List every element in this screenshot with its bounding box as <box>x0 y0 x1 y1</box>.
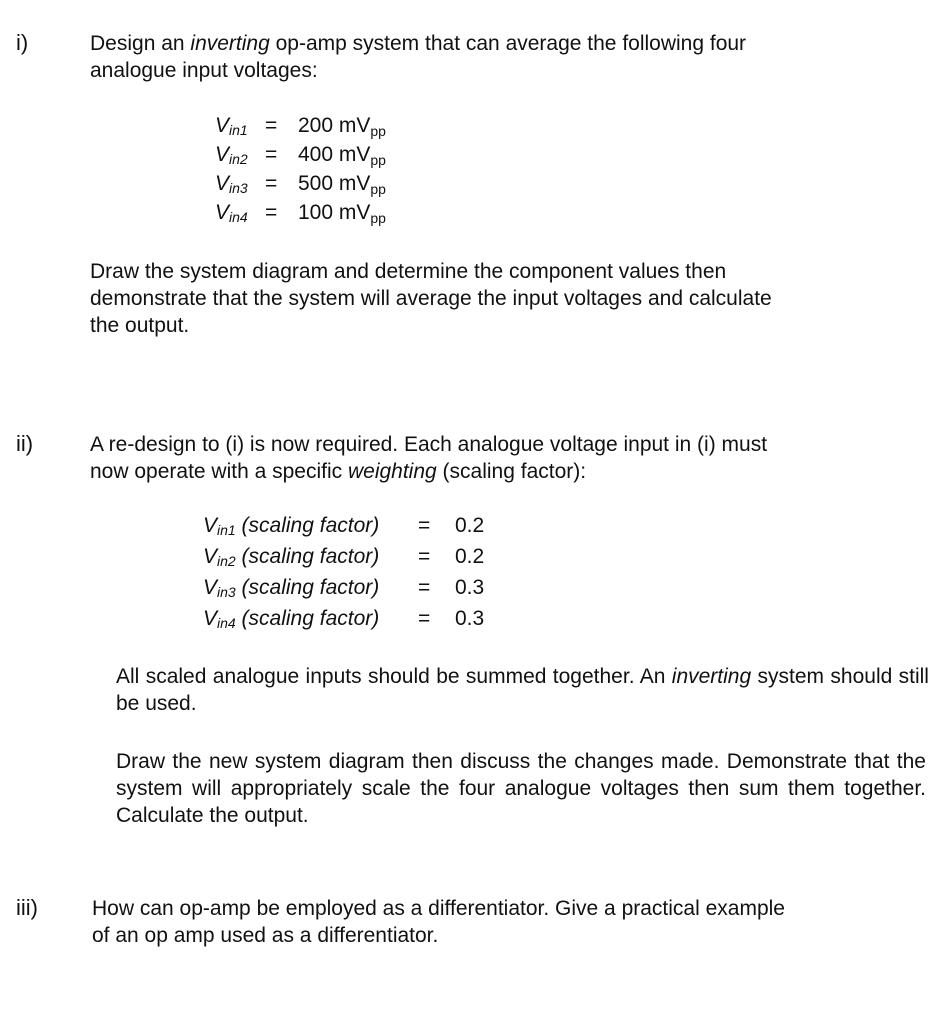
equals-sign: = <box>265 201 278 224</box>
voltage-symbol: Vin3 <box>215 172 248 196</box>
task-line-1: Draw the system diagram and determine the component values then <box>90 260 727 283</box>
scaling-factor-label: Vin3 (scaling factor) <box>203 576 380 600</box>
question-iii-line-2: of an op amp used as a differentiator. <box>92 924 439 947</box>
question-i-line-1: Design an inverting op-amp system that can average the following four <box>90 32 747 55</box>
voltage-symbol: Vin4 <box>215 201 248 225</box>
scaling-factor-label: Vin4 (scaling factor) <box>203 607 380 631</box>
scaling-factor-value: 0.3 <box>455 607 485 630</box>
equals-sign: = <box>418 607 431 630</box>
question-i-intro <box>90 30 910 84</box>
equals-sign: = <box>265 143 278 166</box>
question-ii-line-2: now operate with a specific weighting (scaling factor): <box>90 460 587 483</box>
voltage-value: 200 mVpp <box>298 114 386 139</box>
equals-sign: = <box>265 172 278 195</box>
voltage-symbol: Vin1 <box>215 114 248 138</box>
task-line-2: demonstrate that the system will average the input voltages and calculate <box>90 287 772 310</box>
scaling-factor-label: Vin2 (scaling factor) <box>203 545 380 569</box>
voltage-value: 400 mVpp <box>298 143 386 168</box>
voltage-symbol: Vin2 <box>215 143 248 167</box>
question-ii-intro <box>90 431 920 485</box>
voltage-value: 500 mVpp <box>298 172 386 197</box>
task-line-3: the output. <box>90 314 190 337</box>
equals-sign: = <box>418 545 431 568</box>
scaling-factor-value: 0.2 <box>455 514 485 537</box>
question-number-ii: ii) <box>16 431 34 456</box>
question-i-line-2: analogue input voltages: <box>90 59 318 82</box>
question-number-iii: iii) <box>16 895 38 920</box>
question-ii-line-1: A re-design to (i) is now required. Each analogue voltage input in (i) must <box>90 433 768 456</box>
scaling-factor-label: Vin1 (scaling factor) <box>203 514 380 538</box>
question-iii-line-1: How can op-amp be employed as a differentiator. Give a practical example <box>92 897 785 920</box>
equals-sign: = <box>265 114 278 137</box>
question-number-i: i) <box>16 30 29 55</box>
scaling-factor-value: 0.2 <box>455 545 485 568</box>
question-ii-draw-instruction: Draw the new system diagram then discuss the changes made. Demonstrate that the system will appropriately scale the four analogue voltages then sum them together. Calculate the output. <box>116 750 926 827</box>
voltage-value: 100 mVpp <box>298 201 386 226</box>
question-ii-sum-instruction: All scaled analogue inputs should be summed together. An inverting system should still be used. <box>116 665 929 715</box>
scaling-factor-value: 0.3 <box>455 576 485 599</box>
question-i-task <box>90 258 910 339</box>
equals-sign: = <box>418 576 431 599</box>
equals-sign: = <box>418 514 431 537</box>
question-iii-text <box>92 895 922 949</box>
